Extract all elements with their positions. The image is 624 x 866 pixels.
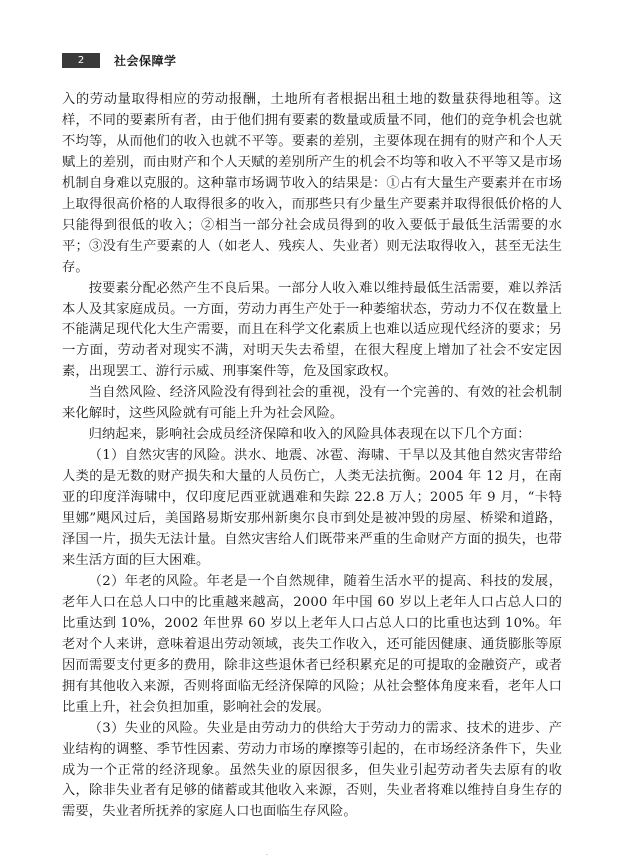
scan-dot: · — [266, 852, 268, 859]
paragraph-natural-disaster-risk: （1）自然灾害的风险。洪水、地震、冰雹、海啸、干旱以及其他自然灾害带给人类的是无数的财产损失和大量的人员伤亡，人类无法抗衡。2004 年 12 月，在南亚的印度洋海啸中，仅印度尼西亚就遇难和失踪 22.8 万人；2005 年 9 月，“卡特里娜”飓风过后，美国路易斯安那州新奥尔良市到处是被冲毁的房屋、桥梁和道路，泽国一片，损失无法计量。自然灾害给人们既带来严重的生命财产方面的损失，也带来生活方面的巨大困难。 — [62, 448, 562, 568]
running-header — [62, 52, 177, 69]
paragraph-adverse-effects: 按要素分配必然产生不良后果。一部分人收入难以维持最低生活需要，难以养活本人及其家庭成员。一方面，劳动力再生产处于一种萎缩状态，劳动力不仅在数量上不能满足现代化大生产需要，而且在科学文化素质上也难以适应现代经济的要求；另一方面，劳动者对现实不满，对明天失去希望，在很大程度上增加了社会不安定因素，出现罢工、游行示威、刑事案件等，危及国家政权。 — [62, 280, 562, 380]
body-text — [62, 90, 562, 823]
paragraph-social-risk: 当自然风险、经济风险没有得到社会的重视，没有一个完善的、有效的社会机制来化解时，这些风险就有可能上升为社会风险。 — [62, 385, 562, 422]
paragraph-continued: 入的劳动量取得相应的劳动报酬，土地所有者根据出租土地的数量获得地租等。这样，不同的要素所有者，由于他们拥有要素的数量或质量不同，他们的竞争机会也就不均等，从而他们的收入也就不平等。要素的差别，主要体现在拥有的财产和个人天赋上的差别，而由财产和个人天赋的差别所产生的机会不均等和收入不平等又是市场机制自身难以克服的。这种靠市场调节收入的结果是：①占有大量生产要素并在市场上取得很高价格的人取得很多的收入，而那些只有少量生产要素并取得很低价格的人只能得到很低的收入；②相当一部分社会成员得到的收入要低于最低生活需要的水平；③没有生产要素的人（如老人、残疾人、失业者）则无法取得收入，甚至无法生存。 — [62, 92, 562, 275]
paragraph-summary-intro: 归纳起来，影响社会成员经济保障和收入的风险具体表现在以下几个方面： — [88, 427, 531, 443]
page-number: 2 — [62, 53, 100, 68]
book-title: 社会保障学 — [114, 54, 177, 68]
paragraph-unemployment-risk: （3）失业的风险。失业是由劳动力的供给大于劳动力的需求、技术的进步、产业结构的调整、季节性因素、劳动力市场的摩擦等引起的，在市场经济条件下，失业成为一个正常的经济现象。虽然失业的原因很多，但失业引起劳动者失去原有的收入，除非失业者有足够的储蓄或其他收入来源，否则，失业者将难以维持自身生存的需要，失业者所抚养的家庭人口也面临生存风险。 — [62, 720, 562, 820]
paragraph-aging-risk: （2）年老的风险。年老是一个自然规律，随着生活水平的提高、科技的发展，老年人口在总人口中的比重越来越高，2000 年中国 60 岁以上老年人口占总人口的比重达到 10%，2002 年世界 60 岁以上老年人口占总人口的比重也达到 10%。年老对个人来讲，意味着退出劳动领域，丧失工作收入，还可能因健康、通货膨胀等原因而需要支付更多的费用，除非这些退休者已经积累充足的可提取的金融资产，或者拥有其他收入来源，否则将面临无经济保障的风险；从社会整体角度来看，老年人口比重上升，社会负担加重，影响社会的发展。 — [62, 573, 562, 715]
